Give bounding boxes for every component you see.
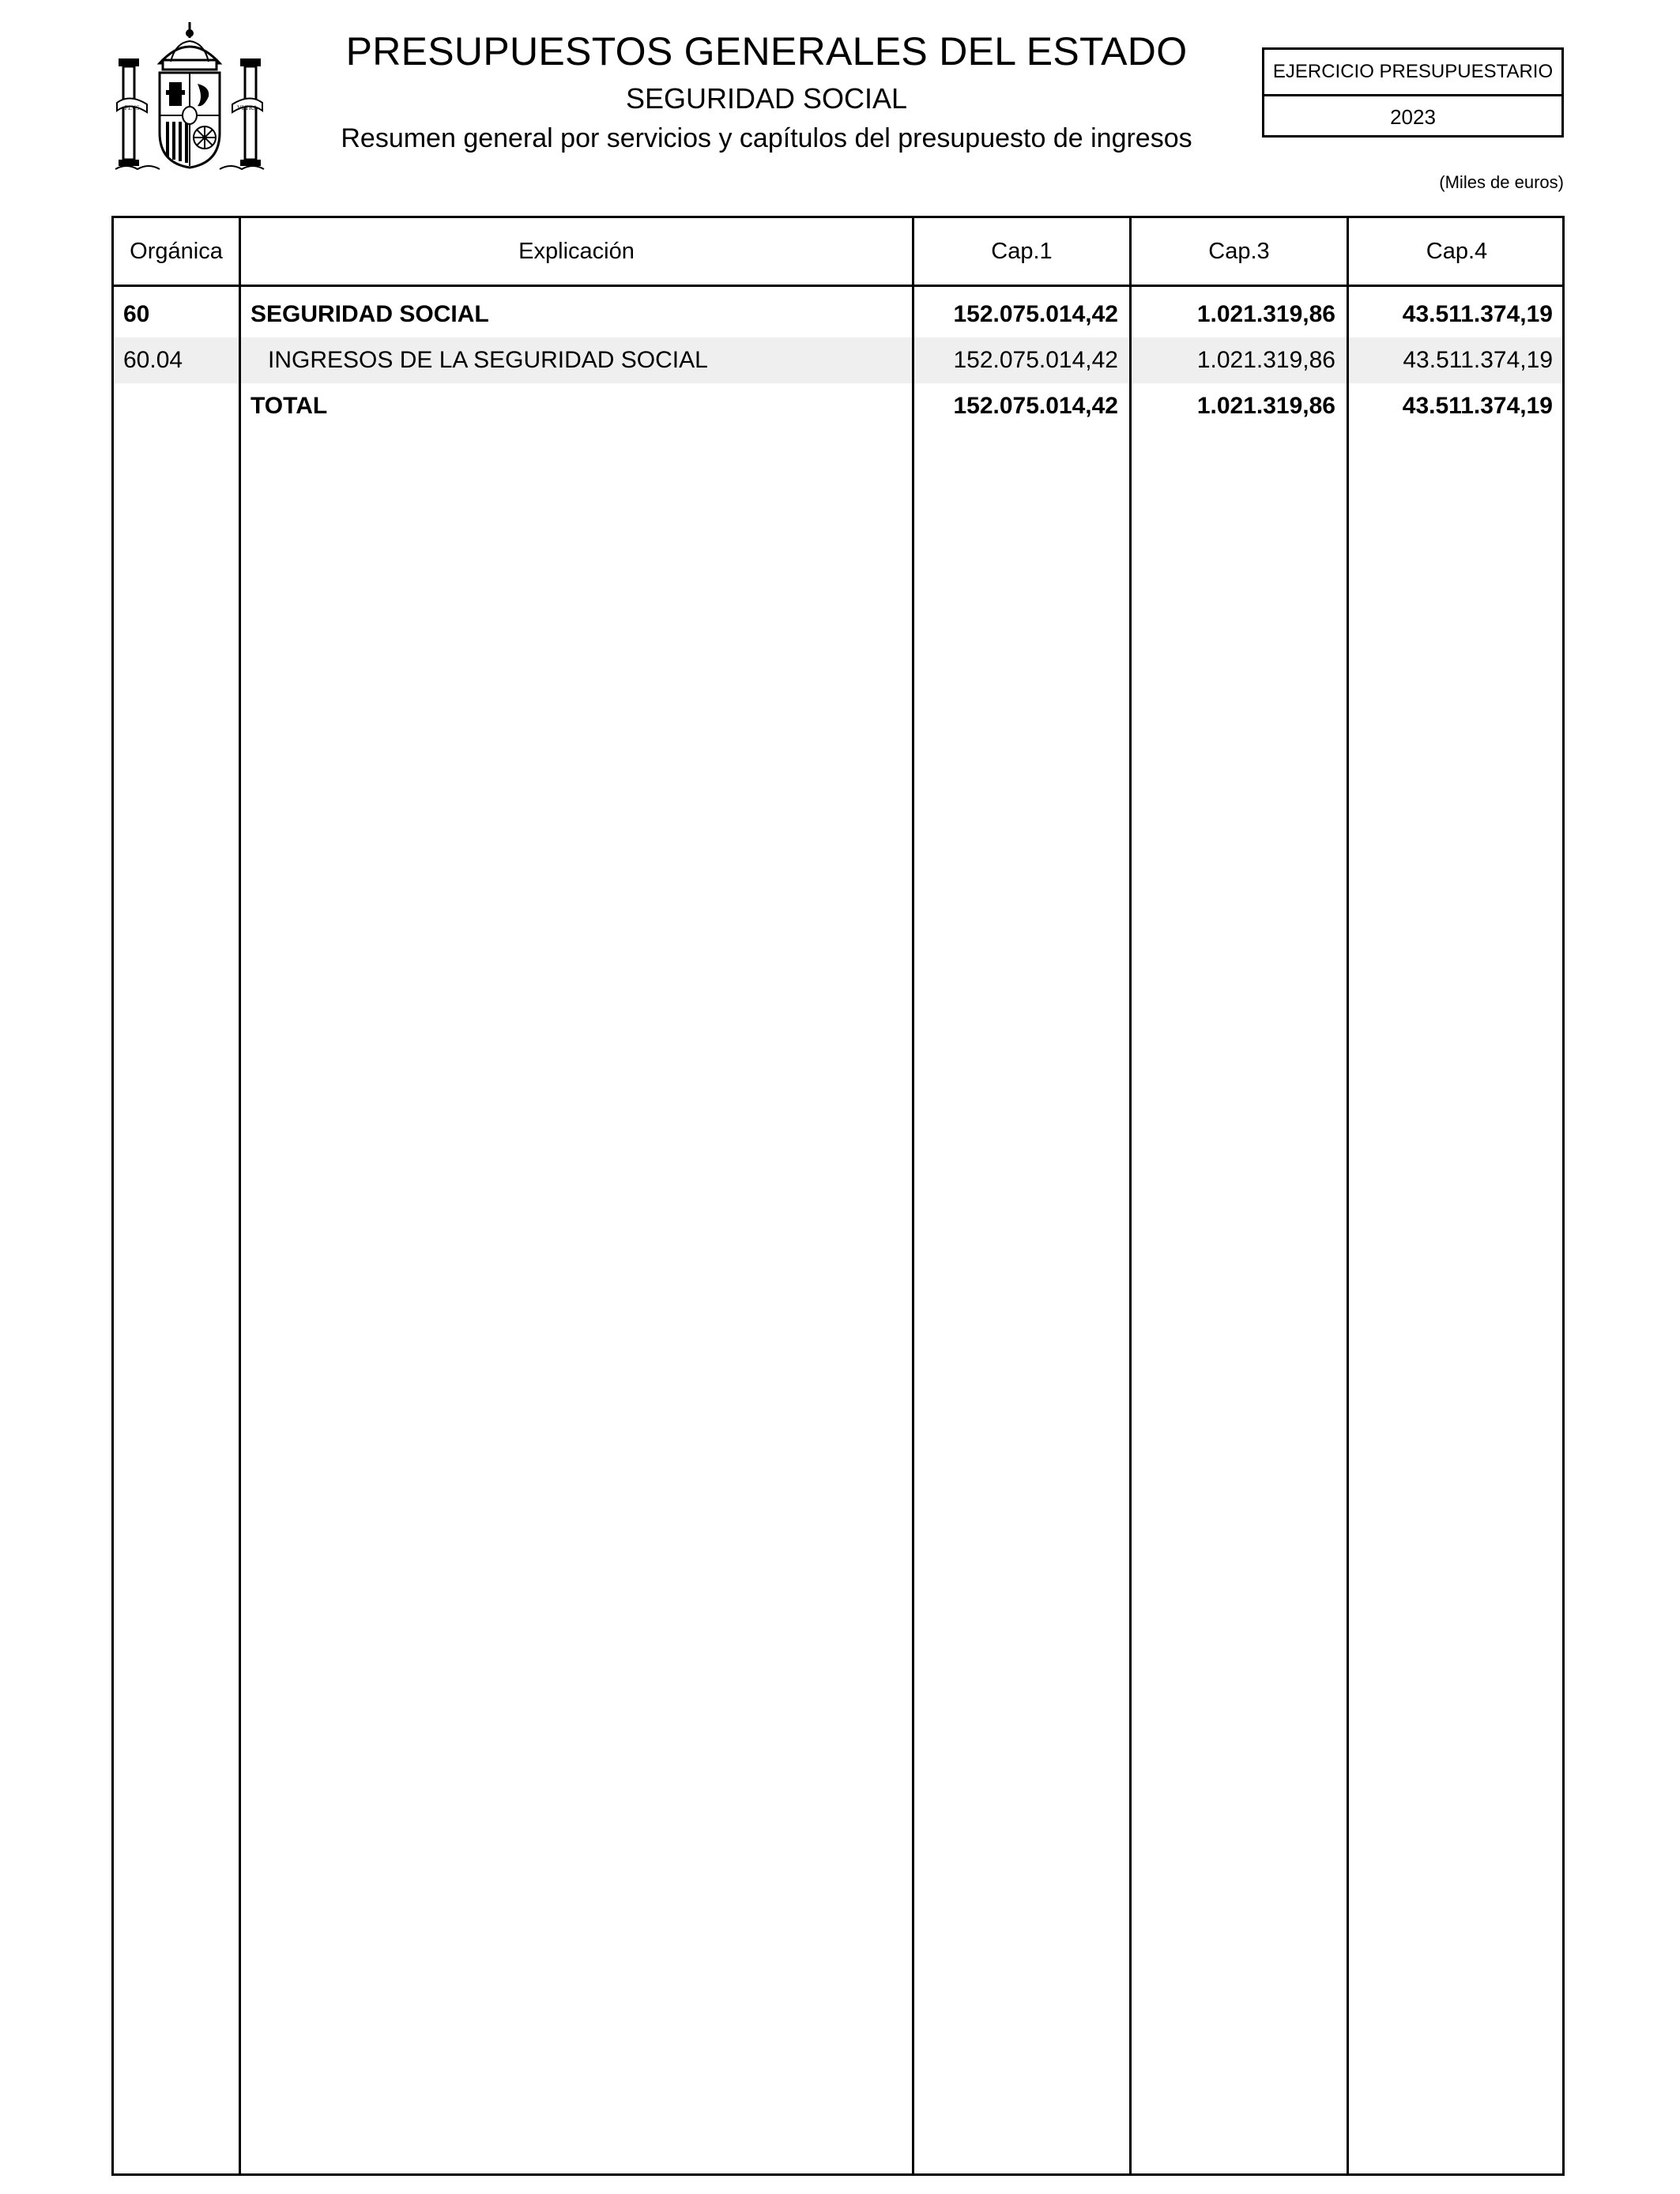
exercise-label: EJERCICIO PRESUPUESTARIO <box>1264 50 1561 96</box>
page-subtitle: SEGURIDAD SOCIAL <box>625 82 908 115</box>
budget-table <box>111 216 1565 2176</box>
cell-organica: 60 <box>123 301 150 327</box>
header-divider <box>114 285 1562 287</box>
cell-explicacion: SEGURIDAD SOCIAL <box>250 301 489 327</box>
crest-motto-left: PLVS <box>124 104 140 111</box>
page-description: Resumen general por servicios y capítulos del presupuesto de ingresos <box>341 123 1192 153</box>
cell-cap3: 1.021.319,86 <box>1196 393 1335 419</box>
column-divider <box>1129 337 1132 383</box>
cell-explicacion: INGRESOS DE LA SEGURIDAD SOCIAL <box>268 347 708 373</box>
cell-explicacion: TOTAL <box>250 393 328 419</box>
page-title: PRESUPUESTOS GENERALES DEL ESTADO <box>345 29 1188 74</box>
column-divider <box>912 218 914 2173</box>
column-header-cap3: Cap.3 <box>1208 238 1270 264</box>
units-note: (Miles de euros) <box>1439 172 1564 192</box>
column-divider <box>1129 218 1132 2173</box>
column-header-explicacion: Explicación <box>518 238 635 264</box>
column-divider <box>912 337 914 383</box>
exercise-box <box>1262 47 1564 138</box>
column-divider <box>1347 337 1349 383</box>
table-row-total <box>114 383 1562 429</box>
cell-cap1: 152.075.014,42 <box>953 393 1118 419</box>
crest-motto-right: VLTRA <box>237 104 258 111</box>
cell-cap4: 43.511.374,19 <box>1402 393 1553 419</box>
cell-cap4: 43.511.374,19 <box>1402 301 1553 327</box>
cell-cap3: 1.021.319,86 <box>1196 347 1335 373</box>
column-divider <box>239 337 241 383</box>
cell-cap1: 152.075.014,42 <box>953 347 1118 373</box>
column-header-cap1: Cap.1 <box>991 238 1053 264</box>
column-header-organica: Orgánica <box>130 238 223 264</box>
cell-cap1: 152.075.014,42 <box>953 301 1118 327</box>
cell-cap3: 1.021.319,86 <box>1196 301 1335 327</box>
table-row <box>114 292 1562 337</box>
column-divider <box>1347 218 1349 2173</box>
exercise-year: 2023 <box>1390 104 1436 129</box>
column-divider <box>239 218 241 2173</box>
cell-organica: 60.04 <box>123 347 183 373</box>
table-row <box>114 337 1562 383</box>
cell-cap4: 43.511.374,19 <box>1403 347 1553 373</box>
column-header-cap4: Cap.4 <box>1426 238 1488 264</box>
